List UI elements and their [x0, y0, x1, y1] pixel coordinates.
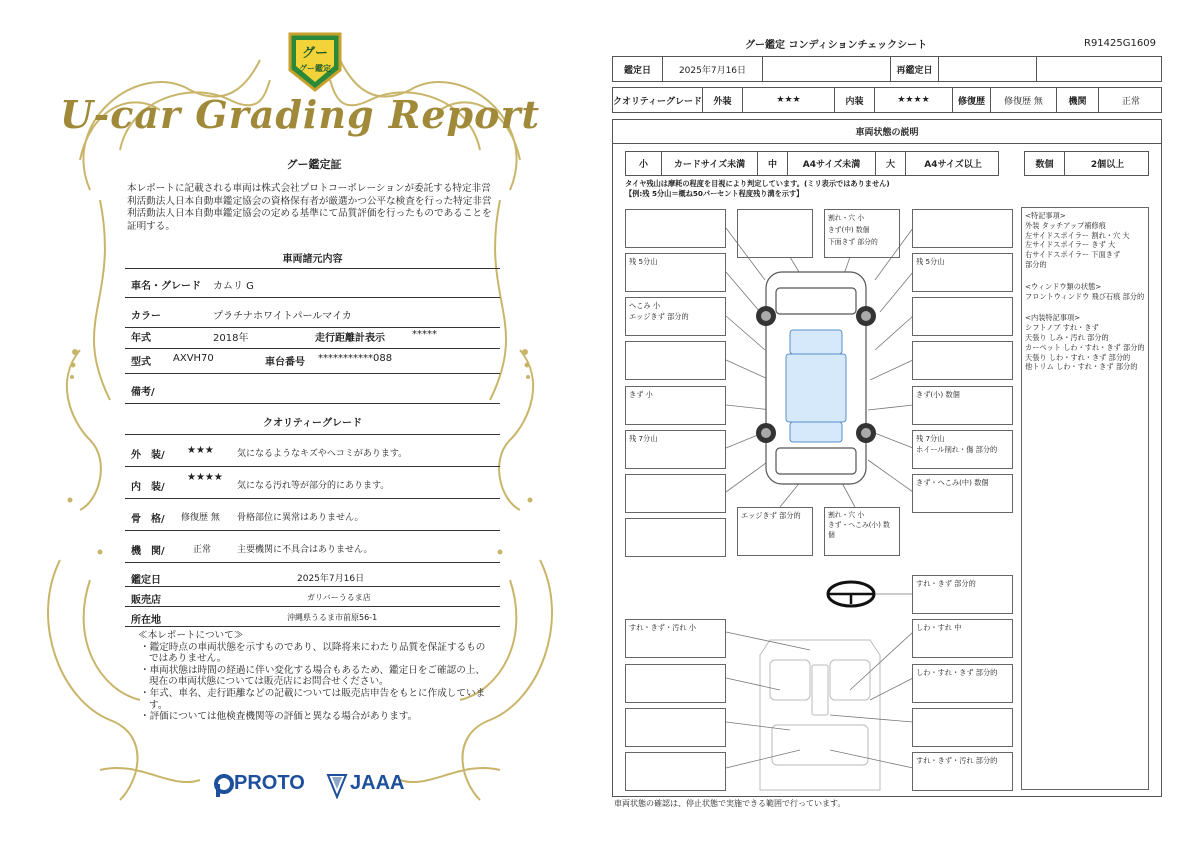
year-value: 2018年 — [213, 333, 249, 344]
info-row-dealer — [125, 587, 500, 607]
specs-section-title: 車両諸元内容 — [282, 254, 343, 265]
engine-value: 正常 — [193, 545, 212, 555]
redate-label: 再鑑定日 — [891, 57, 939, 81]
tire-example: 【例:残 5分山＝概ね50パーセント程度残り溝を示す】 — [625, 189, 804, 198]
proto-logo-text: PROTO — [234, 772, 305, 794]
date-value: 2025年7月16日 — [297, 574, 365, 584]
exterior-box-left-8 — [625, 518, 726, 557]
info-row-location — [125, 607, 500, 627]
count-desc: 2個以上 — [1090, 160, 1125, 170]
exterior-box-left-4 — [625, 341, 726, 380]
notes-line: 天張り しわ・すれ・きず 部分的 — [1025, 352, 1131, 362]
condition-title: 車両状態の説明 — [612, 119, 1162, 144]
jaaa-logo-text: JAAA — [350, 772, 405, 794]
exterior-stars: ★★★ — [187, 445, 214, 456]
dealer-value: ガリバーうるま店 — [307, 593, 371, 602]
certificate-body: 本レポートに記載される車両は株式会社プロトコーポレーションが委託する特定非営利活動法人日本自動車鑑定協会の資格保有者が厳選かつ公平な検査を行った特定非営利活動法人日本自動車鑑定協会の定める基準にて品質評価を行ったものであることを証明する。 — [127, 183, 492, 232]
chassis-value: ***********088 — [318, 353, 393, 364]
count-label: 数個 — [1025, 152, 1065, 175]
repair-value: 修復歴 無 — [991, 88, 1057, 112]
interior-box-left-1: すれ・きず・汚れ 小 — [625, 619, 726, 658]
year-label: 年式 — [131, 333, 151, 344]
engine-label: 機 関/ — [131, 546, 165, 557]
grade-row-engine — [125, 531, 500, 563]
interior-label: 内 装/ — [131, 482, 165, 493]
report-notes — [138, 630, 493, 723]
interior-box-left-4 — [625, 752, 726, 791]
exterior-box-bottom-1: エッジきず 部分的 — [737, 507, 813, 556]
proto-logo-icon — [214, 774, 234, 798]
date-label: 鑑定日 — [613, 57, 663, 81]
interior-box-right-1: しわ・すれ 中 — [912, 619, 1013, 658]
notes-gap — [1025, 301, 1145, 313]
engine-value: 正常 — [1121, 96, 1140, 107]
notes-line: 外装 タッチアップ補修痕 — [1025, 220, 1106, 230]
notes-line: <特記事項> — [1025, 211, 1066, 220]
date-label: 鑑定日 — [131, 575, 161, 586]
exterior-label: 外装 — [703, 88, 743, 112]
interior-label: 内装 — [835, 88, 875, 112]
grade-section-title: クオリティーグレード — [263, 418, 362, 429]
exterior-box-top-1 — [737, 209, 813, 258]
exterior-box-left-2: 残 5分山 — [625, 253, 726, 292]
badge-label: グー鑑定 — [299, 64, 331, 73]
grade-row-interior — [125, 467, 500, 499]
note-item: ・車両状態は時間の経過に伴い変化する場合もあるため、鑑定日をご確認の上、現在の車両状態については販売店にお問合せください。 — [140, 664, 485, 688]
chassis-label: 車台番号 — [265, 357, 305, 368]
odometer-value: ***** — [412, 329, 437, 340]
size-small-desc: カードサイズ未満 — [662, 152, 758, 175]
size-small: 小 — [626, 152, 662, 175]
model-value: AXVH70 — [173, 353, 214, 364]
interior-box-right-2: しわ・すれ・きず 部分的 — [912, 664, 1013, 703]
grade-row-frame — [125, 499, 500, 531]
notes-line: カーペット しわ・すれ・きず 部分的 — [1025, 342, 1145, 352]
color-label: カラー — [131, 311, 161, 322]
interior-box-left-2 — [625, 664, 726, 703]
certificate-title: グー鑑定証 — [286, 158, 342, 171]
jaaa-logo-icon — [326, 773, 348, 799]
sheet-title: グー鑑定 コンディションチェックシート — [745, 40, 928, 51]
condition-check-sheet — [600, 0, 1200, 848]
notes-line: <内装特記事項> — [1025, 313, 1081, 323]
exterior-box-right-2: 残 5分山 — [912, 253, 1013, 292]
exterior-box-right-4 — [912, 341, 1013, 380]
date-value: 2025年7月16日 — [663, 57, 763, 81]
car-name-value: カムリ G — [213, 281, 254, 292]
remarks-label: 備考/ — [131, 387, 155, 398]
notes-line: 部分的 — [1025, 259, 1047, 269]
engine-text: 主要機関に不具合はありません。 — [237, 545, 373, 555]
exterior-box-left-6: 残 7分山 — [625, 430, 726, 469]
car-name-label: 車名・グレード — [131, 281, 201, 292]
size-mid: 中 — [758, 152, 788, 175]
repair-label: 修復歴 — [953, 88, 991, 112]
goo-kantei-badge-icon — [286, 30, 344, 92]
notes-line: 左サイドスポイラー きず 大 — [1025, 240, 1116, 250]
notes-line: シフトノブ すれ・きず — [1025, 323, 1099, 333]
tire-note: タイヤ残山は摩耗の程度を目視により判定しています。(ミリ表示ではありません) — [625, 179, 890, 188]
exterior-box-top-2: 割れ・穴 小 きず(中) 数個 下面きず 部分的 — [824, 209, 900, 258]
notes-line: 天張り しみ・汚れ 部分的 — [1025, 332, 1109, 342]
note-item: ・評価については他検査機関等の評価と異なる場合があります。 — [140, 711, 418, 723]
spec-row-model — [125, 344, 500, 374]
exterior-box-left-7 — [625, 474, 726, 513]
exterior-box-left-1 — [625, 209, 726, 248]
info-row-date — [125, 566, 500, 587]
spec-row-car-name — [125, 268, 500, 298]
frame-text: 骨格部位に異常はありません。 — [237, 513, 364, 523]
exterior-box-right-3 — [912, 297, 1013, 336]
exterior-stars: ★★★ — [743, 88, 835, 112]
color-value: プラチナホワイトパールマイカ — [213, 311, 352, 322]
notes-line: 右サイドスポイラー 下面きず — [1025, 250, 1121, 260]
exterior-box-right-7: きず・へこみ(中) 数個 — [912, 474, 1013, 513]
grade-label: クオリティーグレード — [613, 88, 703, 112]
size-mid-desc: A4サイズ未満 — [788, 152, 876, 175]
interior-box-left-3 — [625, 708, 726, 747]
sheet-footer: 車両状態の確認は、停止状態で実施できる範囲で行っています。 — [614, 799, 846, 808]
interior-stars: ★★★★ — [875, 88, 953, 112]
special-notes-box — [1021, 207, 1149, 790]
interior-text: 気になる汚れ等が部分的にあります。 — [237, 481, 390, 491]
notes-line: フロントウィンドウ 飛び石痕 部分的 — [1025, 291, 1145, 301]
interior-stars: ★★★★ — [187, 472, 223, 483]
notes-gap — [1025, 270, 1145, 282]
interior-box-steering: すれ・きず 部分的 — [912, 575, 1013, 614]
interior-box-right-3 — [912, 708, 1013, 747]
frame-value: 修復歴 無 — [181, 513, 220, 523]
size-large-desc: A4サイズ以上 — [924, 160, 982, 170]
footer-logos — [214, 770, 414, 800]
note-item: ・鑑定時点の車両状態を示すものであり、以降将来にわたり品質を保証するものではありません。 — [140, 641, 486, 665]
notes-line: <ウィンドウ類の状態> — [1025, 281, 1102, 291]
model-label: 型式 — [131, 357, 151, 368]
sheet-id: R91425G1609 — [1084, 38, 1156, 49]
svg-text:グー: グー — [301, 46, 329, 61]
note-item: ・年式、車名、走行距離などの記載については販売店申告をもとに作成しています。 — [140, 687, 486, 711]
exterior-label: 外 装/ — [131, 450, 165, 461]
location-value: 沖縄県うるま市前原56-1 — [287, 613, 378, 622]
engine-label: 機関 — [1057, 88, 1099, 112]
odometer-label: 走行距離計表示 — [315, 333, 385, 344]
exterior-box-right-1 — [912, 209, 1013, 248]
notes-heading: ≪本レポートについて≫ — [138, 630, 244, 641]
interior-box-right-4: すれ・きず・汚れ 部分的 — [912, 752, 1013, 791]
exterior-box-bottom-2: 割れ・穴 小 きず・へこみ(小) 数個 — [824, 507, 900, 556]
exterior-box-left-3: へこみ 小 エッジきず 部分的 — [625, 297, 726, 336]
exterior-box-right-6: 残 7分山 ホイール削れ・傷 部分的 — [912, 430, 1013, 469]
grade-row-exterior — [125, 435, 500, 467]
spec-row-remarks — [125, 374, 500, 404]
size-large: 大 — [876, 152, 906, 175]
notes-line: 他トリム しわ・すれ・きず 部分的 — [1025, 362, 1138, 372]
exterior-text: 気になるようなキズやヘコミがあります。 — [237, 449, 408, 459]
notes-line: 左サイドスポイラー 割れ・穴 大 — [1025, 230, 1130, 240]
dealer-label: 販売店 — [131, 595, 161, 606]
steering-wheel-icon — [828, 582, 874, 606]
location-label: 所在地 — [131, 615, 161, 626]
exterior-box-right-5: きず(小) 数個 — [912, 386, 1013, 425]
report-script-title: U-car Grading Report — [59, 92, 541, 137]
exterior-box-left-5: きず 小 — [625, 386, 726, 425]
frame-label: 骨 格/ — [131, 514, 165, 525]
